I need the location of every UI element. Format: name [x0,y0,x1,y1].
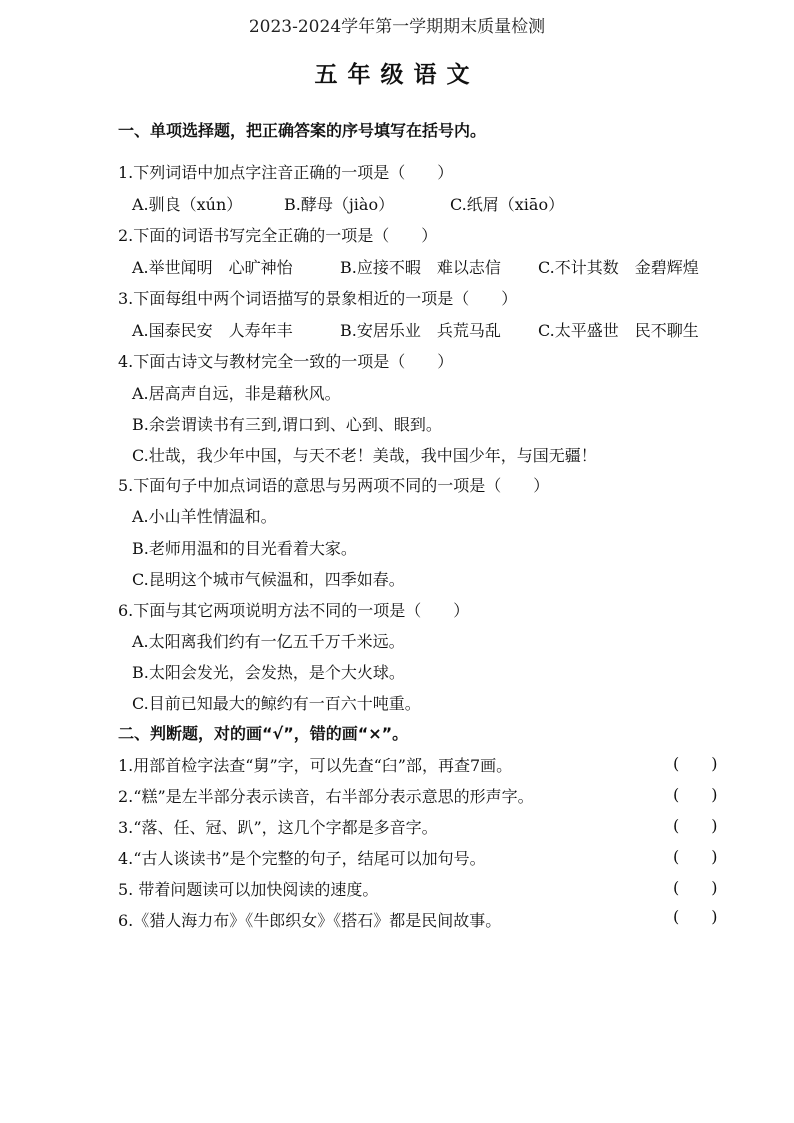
question-4-stem: 4.下面古诗文与教材完全一致的一项是（ ） [118,352,454,371]
judgment-item-2: 2.“糕”是左半部分表示读音，右半部分表示意思的形声字。 [118,787,534,806]
question-2-stem: 2.下面的词语书写完全正确的一项是（ ） [118,226,438,245]
question-5-stem: 5.下面句子中加点词语的意思与另两项不同的一项是（ ） [118,476,550,495]
question-5-option-a: A.小山羊性情温和。 [132,507,277,526]
section-1-heading: 一、单项选择题，把正确答案的序号填写在括号内。 [118,121,487,140]
question-1-option-c: C.纸屑（xiāo） [450,195,565,214]
judgment-item-1: 1.用部首检字法查“舅”字，可以先查“臼”部，再查7画。 [118,756,513,775]
judgment-answer-5[interactable]: ( ) [673,878,718,897]
question-2-option-c: C.不计其数 金碧辉煌 [538,258,699,277]
question-4-option-c: C.壮哉，我少年中国，与天不老！美哉，我中国少年，与国无疆！ [132,446,597,465]
question-6-option-c: C.目前已知最大的鲸约有一百六十吨重。 [132,694,421,713]
judgment-item-5: 5. 带着问题读可以加快阅读的速度。 [118,880,379,899]
question-6-option-b: B.太阳会发光，会发热，是个大火球。 [132,663,405,682]
question-3-option-c: C.太平盛世 民不聊生 [538,321,699,340]
exam-title: 五年级语文 [314,62,480,88]
question-6-stem: 6.下面与其它两项说明方法不同的一项是（ ） [118,601,470,620]
judgment-answer-3[interactable]: ( ) [673,816,718,835]
question-3-option-a: A.国泰民安 人寿年丰 [132,321,293,340]
section-2-heading: 二、判断题，对的画“√”，错的画“×”。 [118,724,409,743]
judgment-answer-2[interactable]: ( ) [673,785,718,804]
question-2-option-a: A.举世闻明 心旷神怡 [132,258,293,277]
question-2-option-b: B.应接不暇 难以志信 [340,258,501,277]
question-4-option-a: A.居高声自远，非是藉秋风。 [132,384,341,403]
question-3-option-b: B.安居乐业 兵荒马乱 [340,321,501,340]
exam-subtitle: 2023-2024学年第一学期期末质量检测 [248,17,546,37]
question-1-option-a: A.驯良（xún） [132,195,243,214]
question-4-option-b: B.余尝谓读书有三到,谓口到、心到、眼到。 [132,415,442,434]
question-6-option-a: A.太阳离我们约有一亿五千万千米远。 [132,632,405,651]
question-1-stem: 1.下列词语中加点字注音正确的一项是（ ） [118,163,454,182]
judgment-answer-1[interactable]: ( ) [673,754,718,773]
question-1-option-b: B.酵母（jiào） [284,195,395,214]
judgment-item-3: 3.“落、任、冠、趴”，这几个字都是多音字。 [118,818,438,837]
question-5-option-b: B.老师用温和的目光看着大家。 [132,539,357,558]
judgment-answer-6[interactable]: ( ) [673,907,718,926]
question-5-option-c: C.昆明这个城市气候温和，四季如春。 [132,570,405,589]
judgment-item-4: 4.“古人谈读书”是个完整的句子，结尾可以加句号。 [118,849,486,868]
judgment-item-6: 6.《猎人海力布》《牛郎织女》《搭石》都是民间故事。 [118,911,502,930]
judgment-answer-4[interactable]: ( ) [673,847,718,866]
question-3-stem: 3.下面每组中两个词语描写的景象相近的一项是（ ） [118,289,518,308]
